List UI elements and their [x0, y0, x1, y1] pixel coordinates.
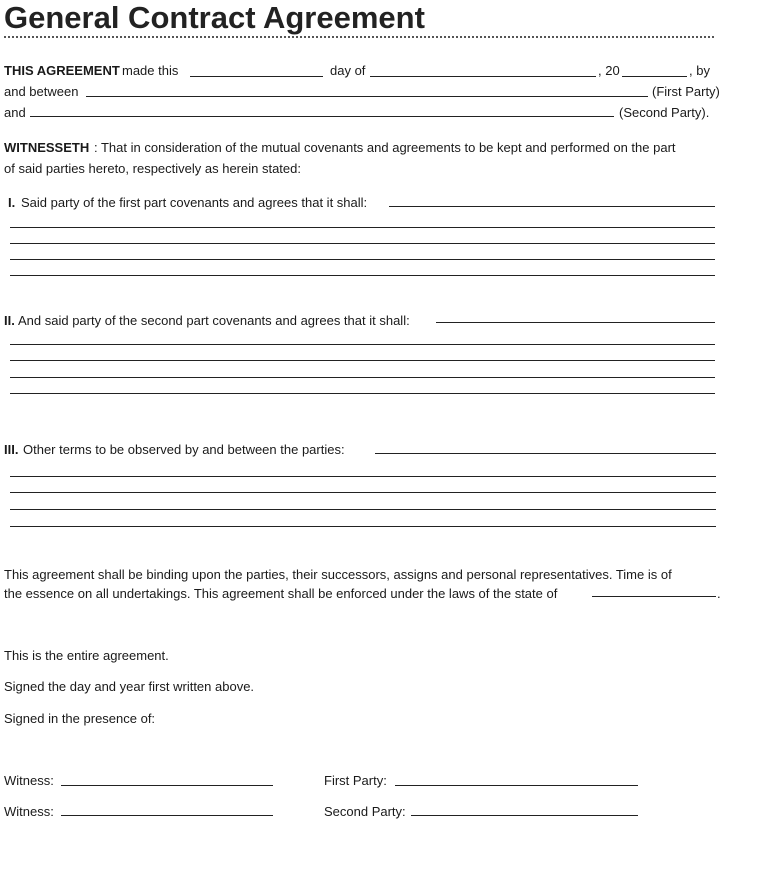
signed-presence-text: Signed in the presence of:: [4, 711, 156, 726]
first-party-label: First Party:: [324, 773, 387, 788]
witness-1-signature-line[interactable]: [61, 785, 273, 786]
intro-comma-20: , 20: [598, 63, 620, 78]
first-party-name-blank[interactable]: [86, 96, 648, 97]
section-one-line[interactable]: [10, 275, 715, 276]
signed-day-text: Signed the day and year first written above.: [4, 679, 255, 694]
state-blank[interactable]: [592, 596, 716, 597]
section-two-line[interactable]: [10, 393, 715, 394]
intro-made-this: made this: [122, 63, 179, 78]
witnesseth-text-1: : That in consideration of the mutual covenants and agreements to be kept and performed on the part: [94, 140, 676, 155]
witness-2-signature-line[interactable]: [61, 815, 273, 816]
witness-2-label: Witness:: [4, 804, 54, 819]
section-three-line[interactable]: [10, 526, 716, 527]
section-one-line[interactable]: [10, 243, 715, 244]
section-one-text: Said party of the first part covenants and agrees that it shall:: [21, 195, 368, 210]
section-one-number: I.: [8, 195, 16, 210]
first-party-signature-line[interactable]: [395, 785, 638, 786]
section-one-line[interactable]: [10, 227, 715, 228]
year-blank[interactable]: [622, 76, 687, 77]
document-title: General Contract Agreement: [4, 0, 425, 35]
section-three-number: III.: [4, 442, 19, 457]
witnesseth-heading: WITNESSETH: [4, 140, 90, 155]
binding-line-2: the essence on all undertakings. This agreement shall be enforced under the laws of the state of: [4, 586, 558, 601]
witness-1-label: Witness:: [4, 773, 54, 788]
section-two-text: And said party of the second part covenants and agrees that it shall:: [18, 313, 410, 328]
section-two-line[interactable]: [10, 344, 715, 345]
second-party-label: Second Party:: [324, 804, 406, 819]
binding-line-1: This agreement shall be binding upon the parties, their successors, assigns and personal representatives. Time is of: [4, 567, 672, 582]
second-party-signature-line[interactable]: [411, 815, 638, 816]
section-one-line[interactable]: [10, 259, 715, 260]
intro-lead: THIS AGREEMENT: [4, 63, 120, 78]
section-three-line[interactable]: [10, 509, 716, 510]
section-two-line[interactable]: [10, 377, 715, 378]
witnesseth-text-2: of said parties hereto, respectively as herein stated:: [4, 161, 301, 176]
section-two-blank[interactable]: [436, 322, 715, 323]
entire-agreement-text: This is the entire agreement.: [4, 648, 169, 663]
section-one-blank[interactable]: [389, 206, 715, 207]
intro-first-party: (First Party): [652, 84, 720, 99]
intro-second-party: (Second Party).: [619, 105, 710, 120]
intro-and: and: [4, 105, 26, 120]
intro-and-between: and between: [4, 84, 79, 99]
intro-day-of: day of: [330, 63, 366, 78]
section-three-text: Other terms to be observed by and between the parties:: [23, 442, 345, 457]
second-party-name-blank[interactable]: [30, 116, 614, 117]
section-two-line[interactable]: [10, 360, 715, 361]
intro-by: , by: [689, 63, 710, 78]
section-three-line[interactable]: [10, 476, 716, 477]
section-two-number: II.: [4, 313, 15, 328]
made-this-blank[interactable]: [190, 76, 323, 77]
section-three-line[interactable]: [10, 492, 716, 493]
binding-period: .: [717, 586, 721, 601]
section-three-blank[interactable]: [375, 453, 716, 454]
day-of-blank[interactable]: [370, 76, 596, 77]
title-dotted-rule: [4, 36, 714, 38]
